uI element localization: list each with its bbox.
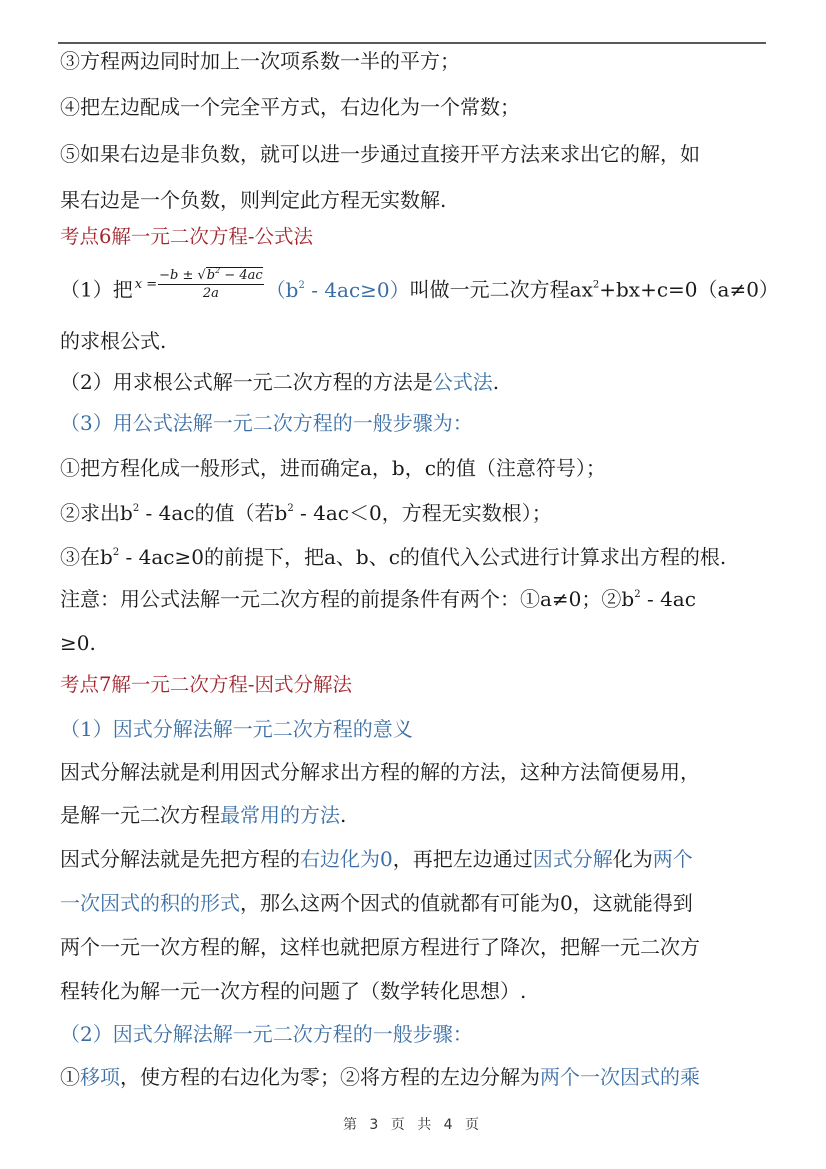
para2-l1-b: 右边化为0 xyxy=(300,847,393,871)
para1-end: . xyxy=(340,803,347,827)
item2-end: . xyxy=(492,370,500,394)
radicand xyxy=(206,267,263,283)
para1-line2 xyxy=(60,804,346,826)
item2-text: （2）用求根公式解一元二次方程的方法是 xyxy=(60,370,433,394)
formula-fraction xyxy=(158,268,264,302)
item1-suffix-pre: 叫做一元二次方程ax xyxy=(409,277,593,302)
para2-l2-a: 一次因式的积的形式 xyxy=(60,891,240,915)
condition-open: （b xyxy=(265,277,299,302)
quadratic-formula-line xyxy=(60,266,779,302)
quadratic-formula xyxy=(135,268,264,302)
formula-step-3 xyxy=(60,546,726,568)
note-pre: 注意：用公式法解一元二次方程的前提条件有两个：①a≠0；②b xyxy=(60,587,635,611)
item2-highlight: 公式法 xyxy=(432,370,493,394)
para2-l1-c: ，再把左边通过 xyxy=(392,847,533,871)
para2-line2 xyxy=(60,892,693,914)
section7-sub1-heading: （1）因式分解法解一元二次方程的意义 xyxy=(60,717,413,741)
item1-line2: 的求根公式. xyxy=(60,329,167,353)
factor-step-a: ① xyxy=(60,1065,80,1089)
para2-l2-b: ，那么这两个因式的值就都有可能为0，这就能得到 xyxy=(240,891,693,915)
note-post: - 4ac xyxy=(640,587,696,611)
para2-l1-e: 化为 xyxy=(612,847,653,871)
radicand-exp: 2 xyxy=(215,266,221,275)
condition-rest: - 4ac≥0） xyxy=(304,277,410,302)
item2-line xyxy=(60,371,499,393)
formula-denominator: 2a xyxy=(202,286,219,301)
para1-pre: 是解一元二次方程 xyxy=(60,803,220,827)
step3-post: - 4ac≥0的前提下，把a、b、c的值代入公式进行计算求出方程的根. xyxy=(119,545,727,569)
note-line1 xyxy=(60,588,696,610)
step2-mid: - 4ac的值（若b xyxy=(139,501,288,525)
factor-step-b: 移项 xyxy=(80,1065,120,1089)
note-line2: ≥0. xyxy=(60,631,96,655)
item1-prefix: （1）把 xyxy=(60,277,133,302)
step-3-complete-square: ③方程两边同时加上一次项系数一半的平方； xyxy=(60,49,460,73)
step3-exp: 2 xyxy=(112,547,120,558)
radicand-b: b xyxy=(206,268,216,283)
page-number-footer: 第 3 页 共 4 页 xyxy=(342,1117,484,1133)
factor-step-c: ，使方程的右边化为零；②将方程的左边分解为 xyxy=(120,1065,540,1089)
factor-step-line xyxy=(60,1066,700,1088)
para2-l1-d: 因式分解 xyxy=(532,847,613,871)
step2-exp2: 2 xyxy=(287,503,294,514)
formula-lhs: x = xyxy=(134,277,158,292)
para2-l1-f: 两个 xyxy=(652,847,693,871)
radical-sign: √ xyxy=(197,268,206,283)
discriminant-condition xyxy=(266,278,410,302)
radicand-rest: − 4ac xyxy=(220,268,263,283)
step-5-line2: 果右边是一个负数，则判定此方程无实数解. xyxy=(60,188,447,212)
section-7-heading: 考点7解一元二次方程-因式分解法 xyxy=(60,673,352,696)
numerator-pre: −b ± xyxy=(159,268,198,283)
step3-pre: ③在b xyxy=(60,545,113,569)
step2-post: - 4ac＜0，方程无实数根）； xyxy=(293,501,552,525)
item1-suffix-exp: 2 xyxy=(592,279,600,291)
step-5-line1: ⑤如果右边是非负数，就可以进一步通过直接开平方法来求出它的解，如 xyxy=(60,142,700,166)
para2-line4: 程转化为解一元一次方程的问题了（数学转化思想）. xyxy=(60,979,527,1003)
formula-step-1: ①把方程化成一般形式，进而确定a，b，c的值（注意符号）； xyxy=(60,456,606,480)
item3-heading: （3）用公式法解一元二次方程的一般步骤为： xyxy=(60,411,473,435)
note-exp: 2 xyxy=(634,589,641,600)
step2-exp1: 2 xyxy=(132,503,140,514)
step-4-complete-square: ④把左边配成一个完全平方式，右边化为一个常数； xyxy=(60,95,520,119)
section7-sub2-heading: （2）因式分解法解一元二次方程的一般步骤： xyxy=(60,1022,473,1046)
para2-l1-a: 因式分解法就是先把方程的 xyxy=(60,847,300,871)
formula-step-2 xyxy=(60,502,552,524)
para2-line3: 两个一元一次方程的解，这样也就把原方程进行了降次，把解一元二次方 xyxy=(60,935,700,959)
formula-numerator xyxy=(158,268,264,285)
para1-line1: 因式分解法就是利用因式分解求出方程的解的方法，这种方法简便易用， xyxy=(60,760,700,784)
step2-pre: ②求出b xyxy=(60,501,133,525)
para1-highlight: 最常用的方法 xyxy=(220,803,340,827)
para2-line1 xyxy=(60,848,693,870)
factor-step-d: 两个一次因式的乘 xyxy=(540,1065,700,1089)
header-rule xyxy=(58,42,766,44)
section-6-heading: 考点6解一元二次方程-公式法 xyxy=(60,225,313,248)
condition-exp: 2 xyxy=(298,279,305,291)
item1-suffix-post: +bx+c=0（a≠0） xyxy=(599,277,779,302)
